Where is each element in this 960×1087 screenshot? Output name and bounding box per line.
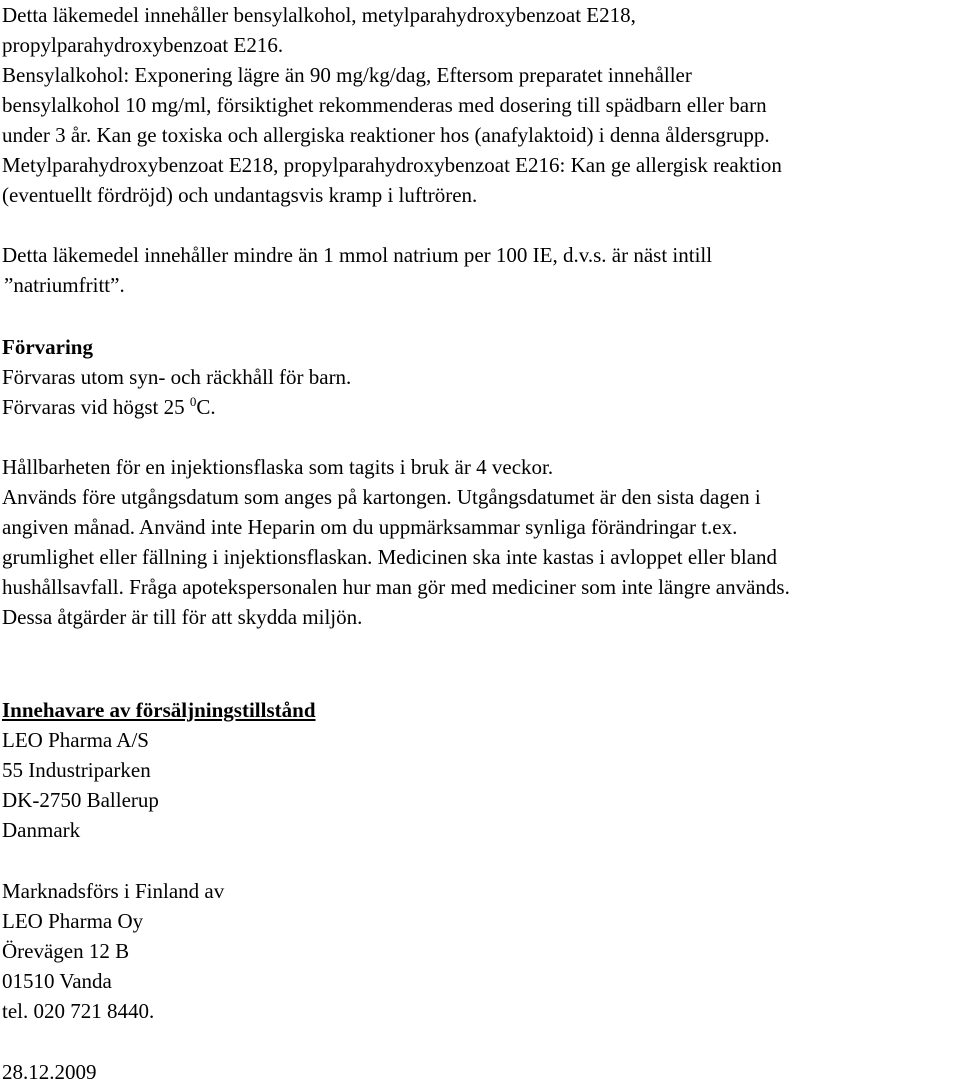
holder-line: LEO Pharma A/S bbox=[2, 728, 149, 752]
shelf-life-line: Används före utgångsdatum som anges på kartongen. Utgångsdatumet är den sista dagen i bbox=[2, 485, 761, 509]
shelf-life-line: angiven månad. Använd inte Heparin om du uppmärksammar synliga förändringar t.ex. bbox=[2, 515, 738, 539]
holder-heading: Innehavare av försäljningstillstånd bbox=[2, 698, 316, 722]
shelf-life-line: grumlighet eller fällning i injektionsflaskan. Medicinen ska inte kastas i avloppet eller bland bbox=[2, 545, 778, 569]
sodium-line: Detta läkemedel innehåller mindre än 1 mmol natrium per 100 IE, d.v.s. är näst intill bbox=[2, 243, 713, 267]
marketer-line: LEO Pharma Oy bbox=[2, 909, 144, 933]
holder-line: Danmark bbox=[2, 818, 81, 842]
storage-temperature-line bbox=[2, 392, 351, 422]
storage-line: Förvaras utom syn- och räckhåll för barn. bbox=[2, 365, 352, 389]
sodium-section bbox=[2, 240, 712, 300]
holder-line: 55 Industriparken bbox=[2, 758, 151, 782]
revision-date: 28.12.2009 bbox=[2, 1060, 97, 1084]
degree-superscript: 0 bbox=[189, 394, 197, 409]
marketer-line: tel. 020 721 8440. bbox=[2, 999, 155, 1023]
excipients-line: Detta läkemedel innehåller bensylalkohol, metylparahydroxybenzoat E218, bbox=[2, 3, 636, 27]
holder-section bbox=[2, 695, 316, 845]
storage-section bbox=[2, 332, 351, 422]
excipients-line: under 3 år. Kan ge toxiska och allergiska reaktioner hos (anafylaktoid) i denna åldersgrupp. bbox=[2, 123, 770, 147]
shelf-life-line: Dessa åtgärder är till för att skydda miljön. bbox=[2, 605, 363, 629]
storage-temperature-prefix: Förvaras vid högst 25 bbox=[2, 395, 190, 419]
marketer-section bbox=[2, 876, 224, 1026]
storage-heading: Förvaring bbox=[2, 335, 93, 359]
holder-line: DK-2750 Ballerup bbox=[2, 788, 159, 812]
marketer-line: Marknadsförs i Finland av bbox=[2, 879, 225, 903]
excipients-section bbox=[2, 0, 782, 210]
marketer-line: Örevägen 12 B bbox=[2, 939, 130, 963]
shelf-life-section bbox=[2, 452, 790, 632]
excipients-line: Bensylalkohol: Exponering lägre än 90 mg/kg/dag, Eftersom preparatet innehåller bbox=[2, 63, 692, 87]
marketer-line: 01510 Vanda bbox=[2, 969, 112, 993]
shelf-life-line: hushållsavfall. Fråga apotekspersonalen hur man gör med mediciner som inte längre används. bbox=[2, 575, 790, 599]
excipients-line: propylparahydroxybenzoat E216. bbox=[2, 33, 284, 57]
excipients-line: bensylalkohol 10 mg/ml, försiktighet rekommenderas med dosering till spädbarn eller barn bbox=[2, 93, 767, 117]
sodium-line: ”natriumfritt”. bbox=[4, 273, 125, 297]
shelf-life-line: Hållbarheten för en injektionsflaska som tagits i bruk är 4 veckor. bbox=[2, 455, 554, 479]
excipients-line: (eventuellt fördröjd) och undantagsvis kramp i luftrören. bbox=[2, 183, 478, 207]
excipients-line: Metylparahydroxybenzoat E218, propylparahydroxybenzoat E216: Kan ge allergisk reaktion bbox=[2, 153, 782, 177]
storage-temperature-suffix: C. bbox=[196, 395, 216, 419]
